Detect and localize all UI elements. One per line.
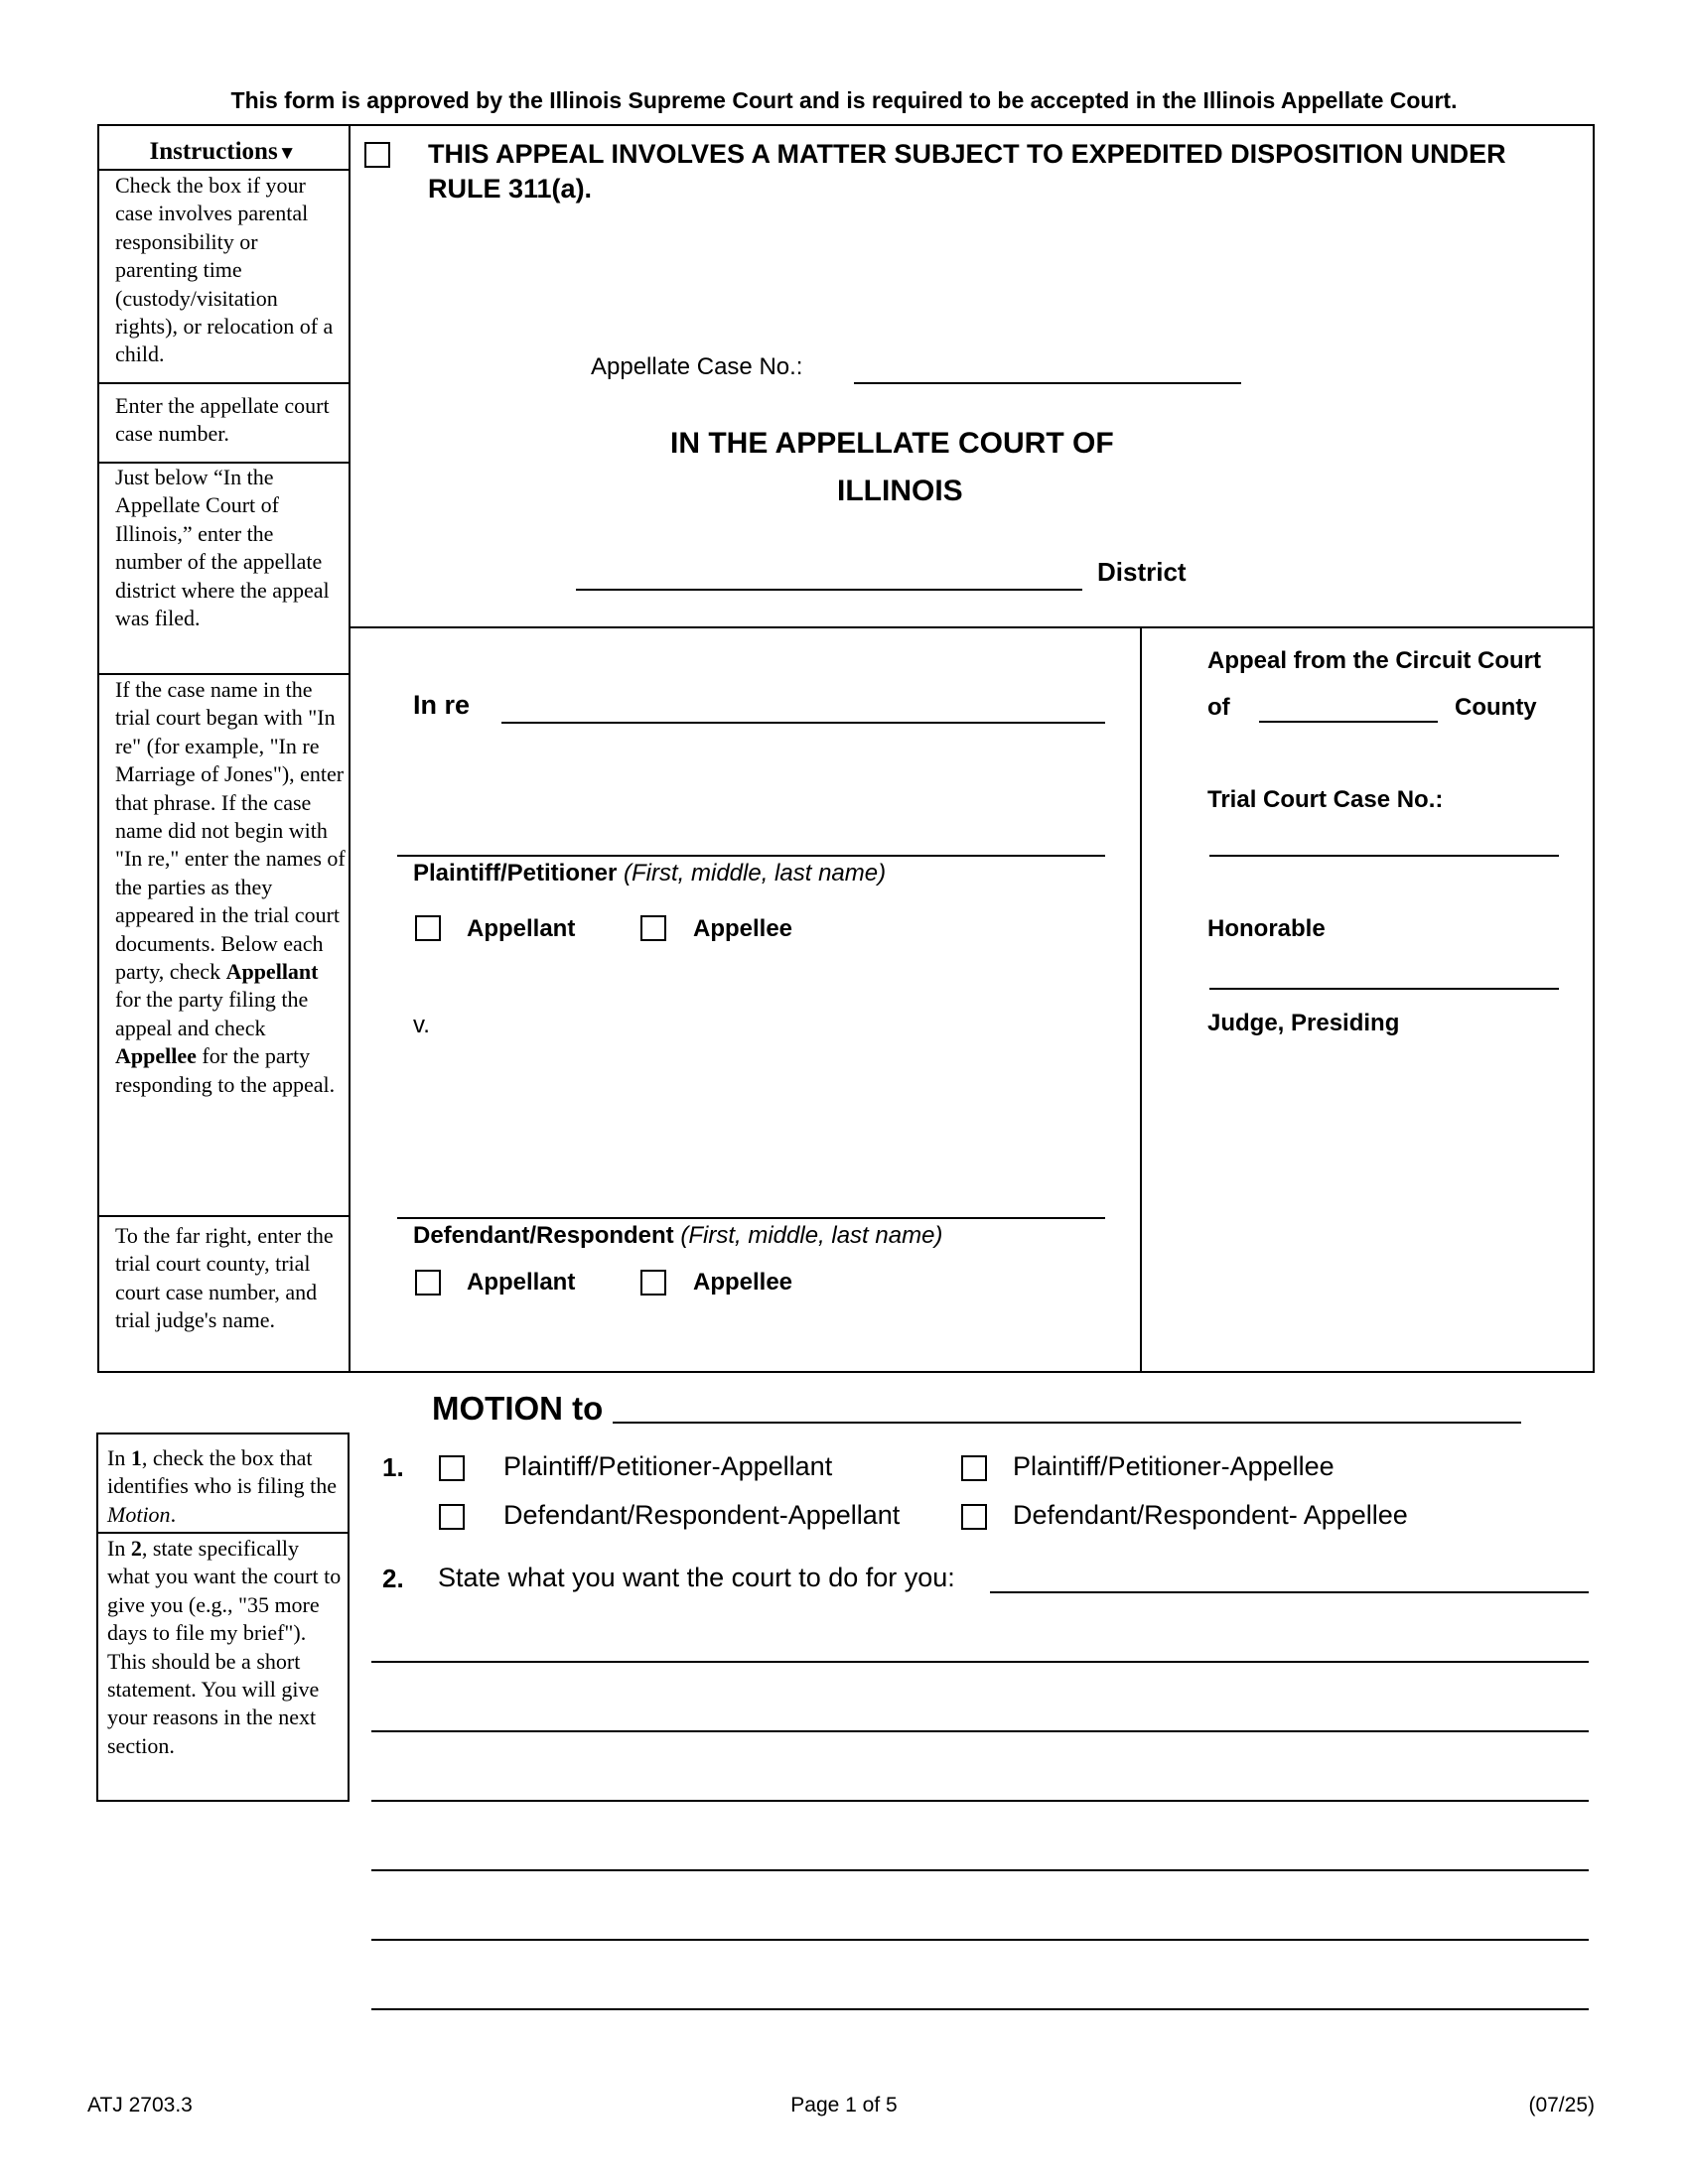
instr-parties-text: If the case name in the trial court began with "In re" (for example, "In re Marriage of Jones"), enter that phrase. If the case name did not begin with "In re," enter the names of the parties as they appeared in the trial court documents. Below each party, check bbox=[115, 677, 346, 985]
instr-appellee-term: Appellee bbox=[115, 1043, 197, 1069]
instr-text: , check the box that identifies who is filing the bbox=[107, 1445, 337, 1499]
instr-text: , state specifically what you want the court to give you (e.g., "35 more days to file my brief"). This should be a short statement. You will give your reasons in the next section. bbox=[107, 1536, 342, 1758]
motion-title: MOTION to bbox=[432, 1390, 604, 1427]
instr-sep bbox=[97, 169, 349, 171]
in-re-label: In re bbox=[413, 690, 471, 720]
dr-appellant-label: Defendant/Respondent-Appellant bbox=[503, 1500, 901, 1530]
instr-sep bbox=[97, 673, 349, 675]
expedited-line1: THIS APPEAL INVOLVES A MATTER SUBJECT TO EXPEDITED DISPOSITION UNDER bbox=[428, 139, 1506, 169]
instr-parties-text: for the party responding to the appeal. bbox=[115, 1043, 336, 1097]
plaintiff-hint: (First, middle, last name) bbox=[624, 860, 887, 887]
appeal-from-label: Appeal from the Circuit Court bbox=[1207, 647, 1542, 674]
form-id: ATJ 2703.3 bbox=[87, 2094, 193, 2116]
defendant-hint: (First, middle, last name) bbox=[680, 1222, 943, 1249]
instr-text: . bbox=[170, 1501, 177, 1527]
instr-text: In bbox=[107, 1536, 131, 1561]
instr-sep bbox=[97, 382, 349, 384]
instr-item-number: 2 bbox=[130, 1536, 142, 1561]
defendant-appellant-label: Appellant bbox=[467, 1269, 576, 1296]
instr-case-number: Enter the appellate court case number. bbox=[115, 393, 330, 447]
chevron-down-icon: ▼ bbox=[277, 143, 297, 164]
instr-parties-text: for the party filing the appeal and check bbox=[115, 987, 309, 1040]
defendant-name-field[interactable] bbox=[397, 1217, 1105, 1219]
motion-item2-number: 2. bbox=[382, 1564, 404, 1593]
in-re-field[interactable] bbox=[501, 722, 1105, 724]
instr-motion-item1 bbox=[107, 1444, 346, 1529]
request-field[interactable] bbox=[990, 1591, 1589, 1593]
trial-case-no-field[interactable] bbox=[1209, 855, 1559, 857]
pp-appellant-label: Plaintiff/Petitioner-Appellant bbox=[503, 1451, 833, 1481]
judge-name-field[interactable] bbox=[1209, 988, 1559, 990]
defendant-appellant-checkbox[interactable] bbox=[415, 1270, 441, 1296]
dr-appellant-checkbox[interactable] bbox=[439, 1504, 465, 1530]
approval-notice: This form is approved by the Illinois Supreme Court and is required to be accepted in the Illinois Appellate Court. bbox=[230, 87, 1458, 113]
expedited-checkbox[interactable] bbox=[364, 142, 390, 168]
appellate-case-no-field[interactable] bbox=[854, 382, 1241, 384]
instr-motion-item2 bbox=[107, 1535, 346, 1760]
instructions-title: Instructions bbox=[149, 138, 278, 165]
instructions-divider bbox=[349, 124, 351, 1373]
plaintiff-label-text: Plaintiff/Petitioner bbox=[413, 860, 618, 887]
trial-case-no-label: Trial Court Case No.: bbox=[1207, 786, 1444, 813]
instr-text: In bbox=[107, 1445, 131, 1470]
caption-mid-rule bbox=[349, 626, 1595, 628]
plaintiff-appellant-label: Appellant bbox=[467, 915, 576, 942]
court-title-line1: IN THE APPELLATE COURT OF bbox=[670, 427, 1114, 460]
plaintiff-appellant-checkbox[interactable] bbox=[415, 915, 441, 941]
pp-appellant-checkbox[interactable] bbox=[439, 1455, 465, 1481]
trial-court-divider bbox=[1140, 626, 1142, 1373]
plaintiff-appellee-label: Appellee bbox=[693, 915, 793, 942]
county-label: County bbox=[1455, 694, 1537, 721]
instr-appellant-term: Appellant bbox=[225, 959, 319, 985]
request-line[interactable] bbox=[371, 1661, 1589, 1663]
district-field[interactable] bbox=[576, 589, 1082, 591]
motion-item1-number: 1. bbox=[382, 1452, 404, 1482]
appellate-case-no-label: Appellate Case No.: bbox=[591, 353, 803, 380]
dr-appellee-checkbox[interactable] bbox=[961, 1504, 987, 1530]
motion-purpose-field[interactable] bbox=[613, 1422, 1521, 1424]
county-of-label: of bbox=[1207, 694, 1230, 721]
motion-item2-label: State what you want the court to do for you: bbox=[438, 1563, 955, 1592]
honorable-label: Honorable bbox=[1207, 915, 1326, 942]
judge-presiding-label: Judge, Presiding bbox=[1207, 1010, 1400, 1036]
defendant-appellee-checkbox[interactable] bbox=[640, 1270, 666, 1296]
request-line[interactable] bbox=[371, 1800, 1589, 1802]
instr-expedited: Check the box if your case involves parental responsibility or parenting time (custody/visitation rights), or relocation of a child. bbox=[115, 173, 334, 367]
district-label: District bbox=[1097, 557, 1187, 587]
form-date: (07/25) bbox=[1528, 2094, 1595, 2116]
instructions-header bbox=[97, 138, 349, 166]
instr-parties bbox=[115, 676, 346, 1099]
request-line[interactable] bbox=[371, 2008, 1589, 2010]
request-line[interactable] bbox=[371, 1730, 1589, 1732]
dr-appellee-label: Defendant/Respondent- Appellee bbox=[1013, 1500, 1408, 1530]
plaintiff-name-field[interactable] bbox=[397, 855, 1105, 857]
pp-appellee-label: Plaintiff/Petitioner-Appellee bbox=[1013, 1451, 1335, 1481]
pp-appellee-checkbox[interactable] bbox=[961, 1455, 987, 1481]
request-line[interactable] bbox=[371, 1869, 1589, 1871]
defendant-label bbox=[413, 1222, 942, 1250]
defendant-appellee-label: Appellee bbox=[693, 1269, 793, 1296]
instr-district: Just below “In the Appellate Court of Illinois,” enter the number of the appellate district where the appeal was filed. bbox=[115, 465, 330, 631]
plaintiff-appellee-checkbox[interactable] bbox=[640, 915, 666, 941]
request-line[interactable] bbox=[371, 1939, 1589, 1941]
county-field[interactable] bbox=[1259, 721, 1438, 723]
court-title-line2: ILLINOIS bbox=[837, 475, 963, 507]
expedited-line2: RULE 311(a). bbox=[428, 174, 593, 204]
instr-trial-court: To the far right, enter the trial court county, trial court case number, and trial judge's name. bbox=[115, 1223, 334, 1333]
versus-label: v. bbox=[413, 1012, 430, 1038]
plaintiff-label bbox=[413, 860, 886, 887]
instr-motion-term: Motion bbox=[107, 1501, 171, 1527]
instr-item-number: 1 bbox=[130, 1445, 142, 1470]
instr-sep bbox=[97, 1215, 349, 1217]
defendant-label-text: Defendant/Respondent bbox=[413, 1222, 674, 1249]
instr-sep bbox=[96, 1532, 350, 1534]
page-number: Page 1 of 5 bbox=[790, 2094, 898, 2116]
